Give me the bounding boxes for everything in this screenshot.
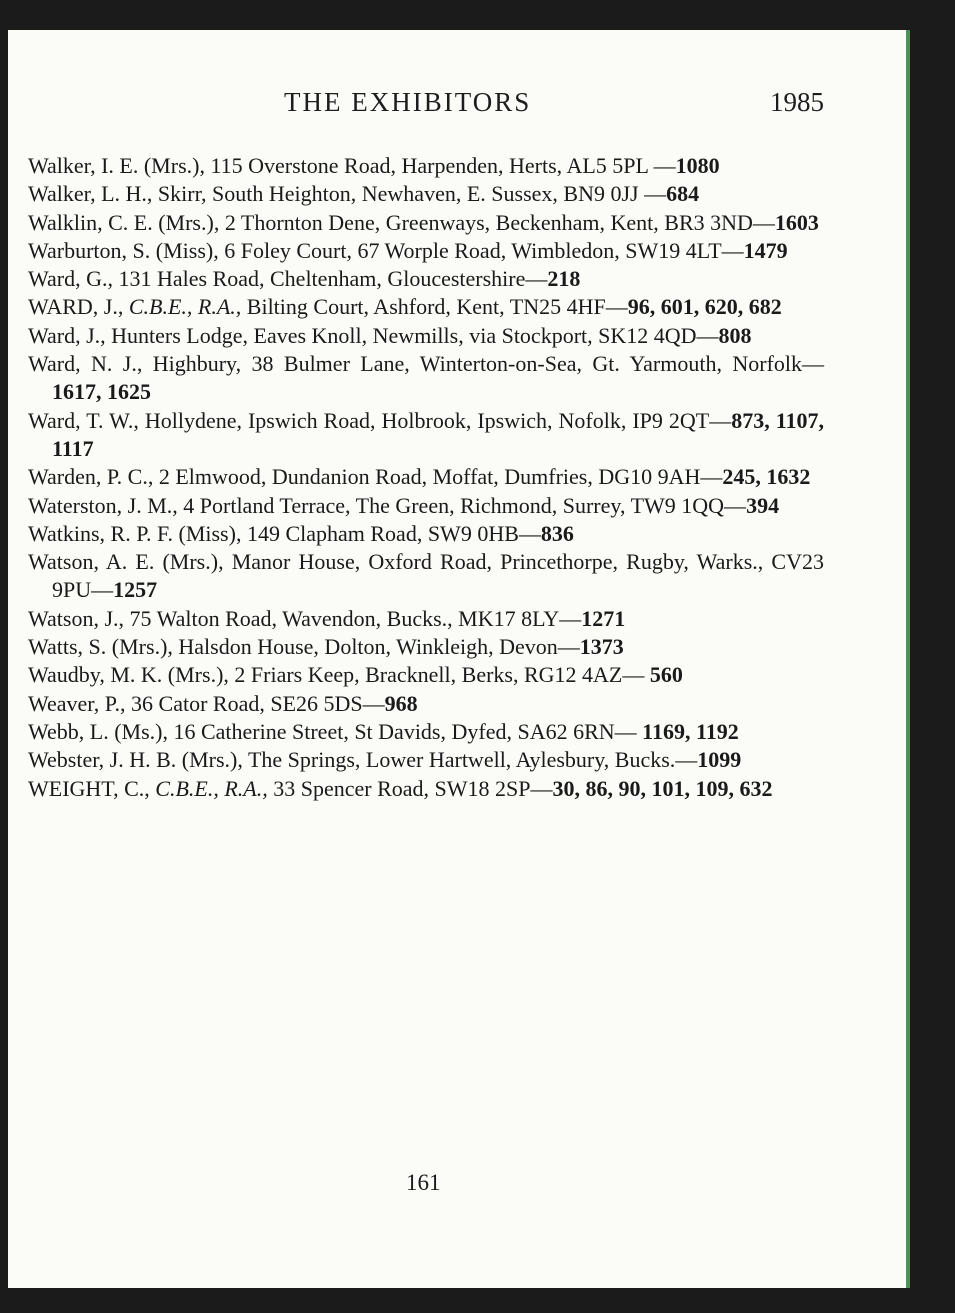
list-item: Webb, L. (Ms.), 16 Catherine Street, St Davids, Dyfed, SA62 6RN— 1169, 1192: [28, 718, 739, 744]
list-item: Waterston, J. M., 4 Portland Terrace, The Green, Richmond, Surrey, TW9 1QQ—394: [28, 492, 780, 518]
list-item: WEIGHT, C., C.B.E., R.A., 33 Spencer Road, SW18 2SP—30, 86, 90, 101, 109, 632: [28, 775, 773, 801]
list-item: Ward, N. J., Highbury, 38 Bulmer Lane, Winterton-on-Sea, Gt. Yarmouth, Norfolk—1617, 1625: [28, 351, 824, 405]
list-item: Ward, J., Hunters Lodge, Eaves Knoll, Newmills, via Stockport, SK12 4QD—808: [28, 322, 752, 348]
book-page: [8, 30, 910, 1288]
list-item: Walklin, C. E. (Mrs.), 2 Thornton Dene, Greenways, Beckenham, Kent, BR3 3ND—1603: [28, 209, 819, 235]
list-item: Waudby, M. K. (Mrs.), 2 Friars Keep, Bracknell, Berks, RG12 4AZ— 560: [28, 662, 683, 688]
list-item: Watkins, R. P. F. (Miss), 149 Clapham Road, SW9 0HB—836: [28, 520, 574, 546]
list-item: Warden, P. C., 2 Elmwood, Dundanion Road, Moffat, Dumfries, DG10 9AH—245, 1632: [28, 464, 811, 490]
list-item: WARD, J., C.B.E., R.A., Bilting Court, Ashford, Kent, TN25 4HF—96, 601, 620, 682: [28, 294, 782, 320]
list-item: Ward, T. W., Hollydene, Ipswich Road, Holbrook, Ipswich, Nofolk, IP9 2QT—873, 1107, 1117: [28, 407, 824, 461]
list-item: Watson, A. E. (Mrs.), Manor House, Oxford Road, Princethorpe, Rugby, Warks., CV23 9PU—1257: [28, 549, 824, 603]
list-item: Weaver, P., 36 Cator Road, SE26 5DS—968: [28, 690, 418, 716]
list-item: Warburton, S. (Miss), 6 Foley Court, 67 Worple Road, Wimbledon, SW19 4LT—1479: [28, 237, 788, 263]
list-item: Walker, L. H., Skirr, South Heighton, Newhaven, E. Sussex, BN9 0JJ —684: [28, 181, 700, 207]
page-number: 161: [406, 1170, 441, 1195]
list-item: Ward, G., 131 Hales Road, Cheltenham, Gloucestershire—218: [28, 266, 581, 292]
list-item: Walker, I. E. (Mrs.), 115 Overstone Road, Harpenden, Herts, AL5 5PL —1080: [28, 153, 720, 178]
running-title: THE EXHIBITORS: [284, 87, 532, 117]
exhibitor-list: [28, 152, 824, 803]
running-header: [284, 87, 824, 127]
running-year: 1985: [770, 87, 824, 117]
list-item: Webster, J. H. B. (Mrs.), The Springs, Lower Hartwell, Aylesbury, Bucks.—1099: [28, 747, 742, 773]
list-item: Watts, S. (Mrs.), Halsdon House, Dolton, Winkleigh, Devon—1373: [28, 634, 624, 660]
list-item: Watson, J., 75 Walton Road, Wavendon, Bucks., MK17 8LY—1271: [28, 605, 626, 631]
